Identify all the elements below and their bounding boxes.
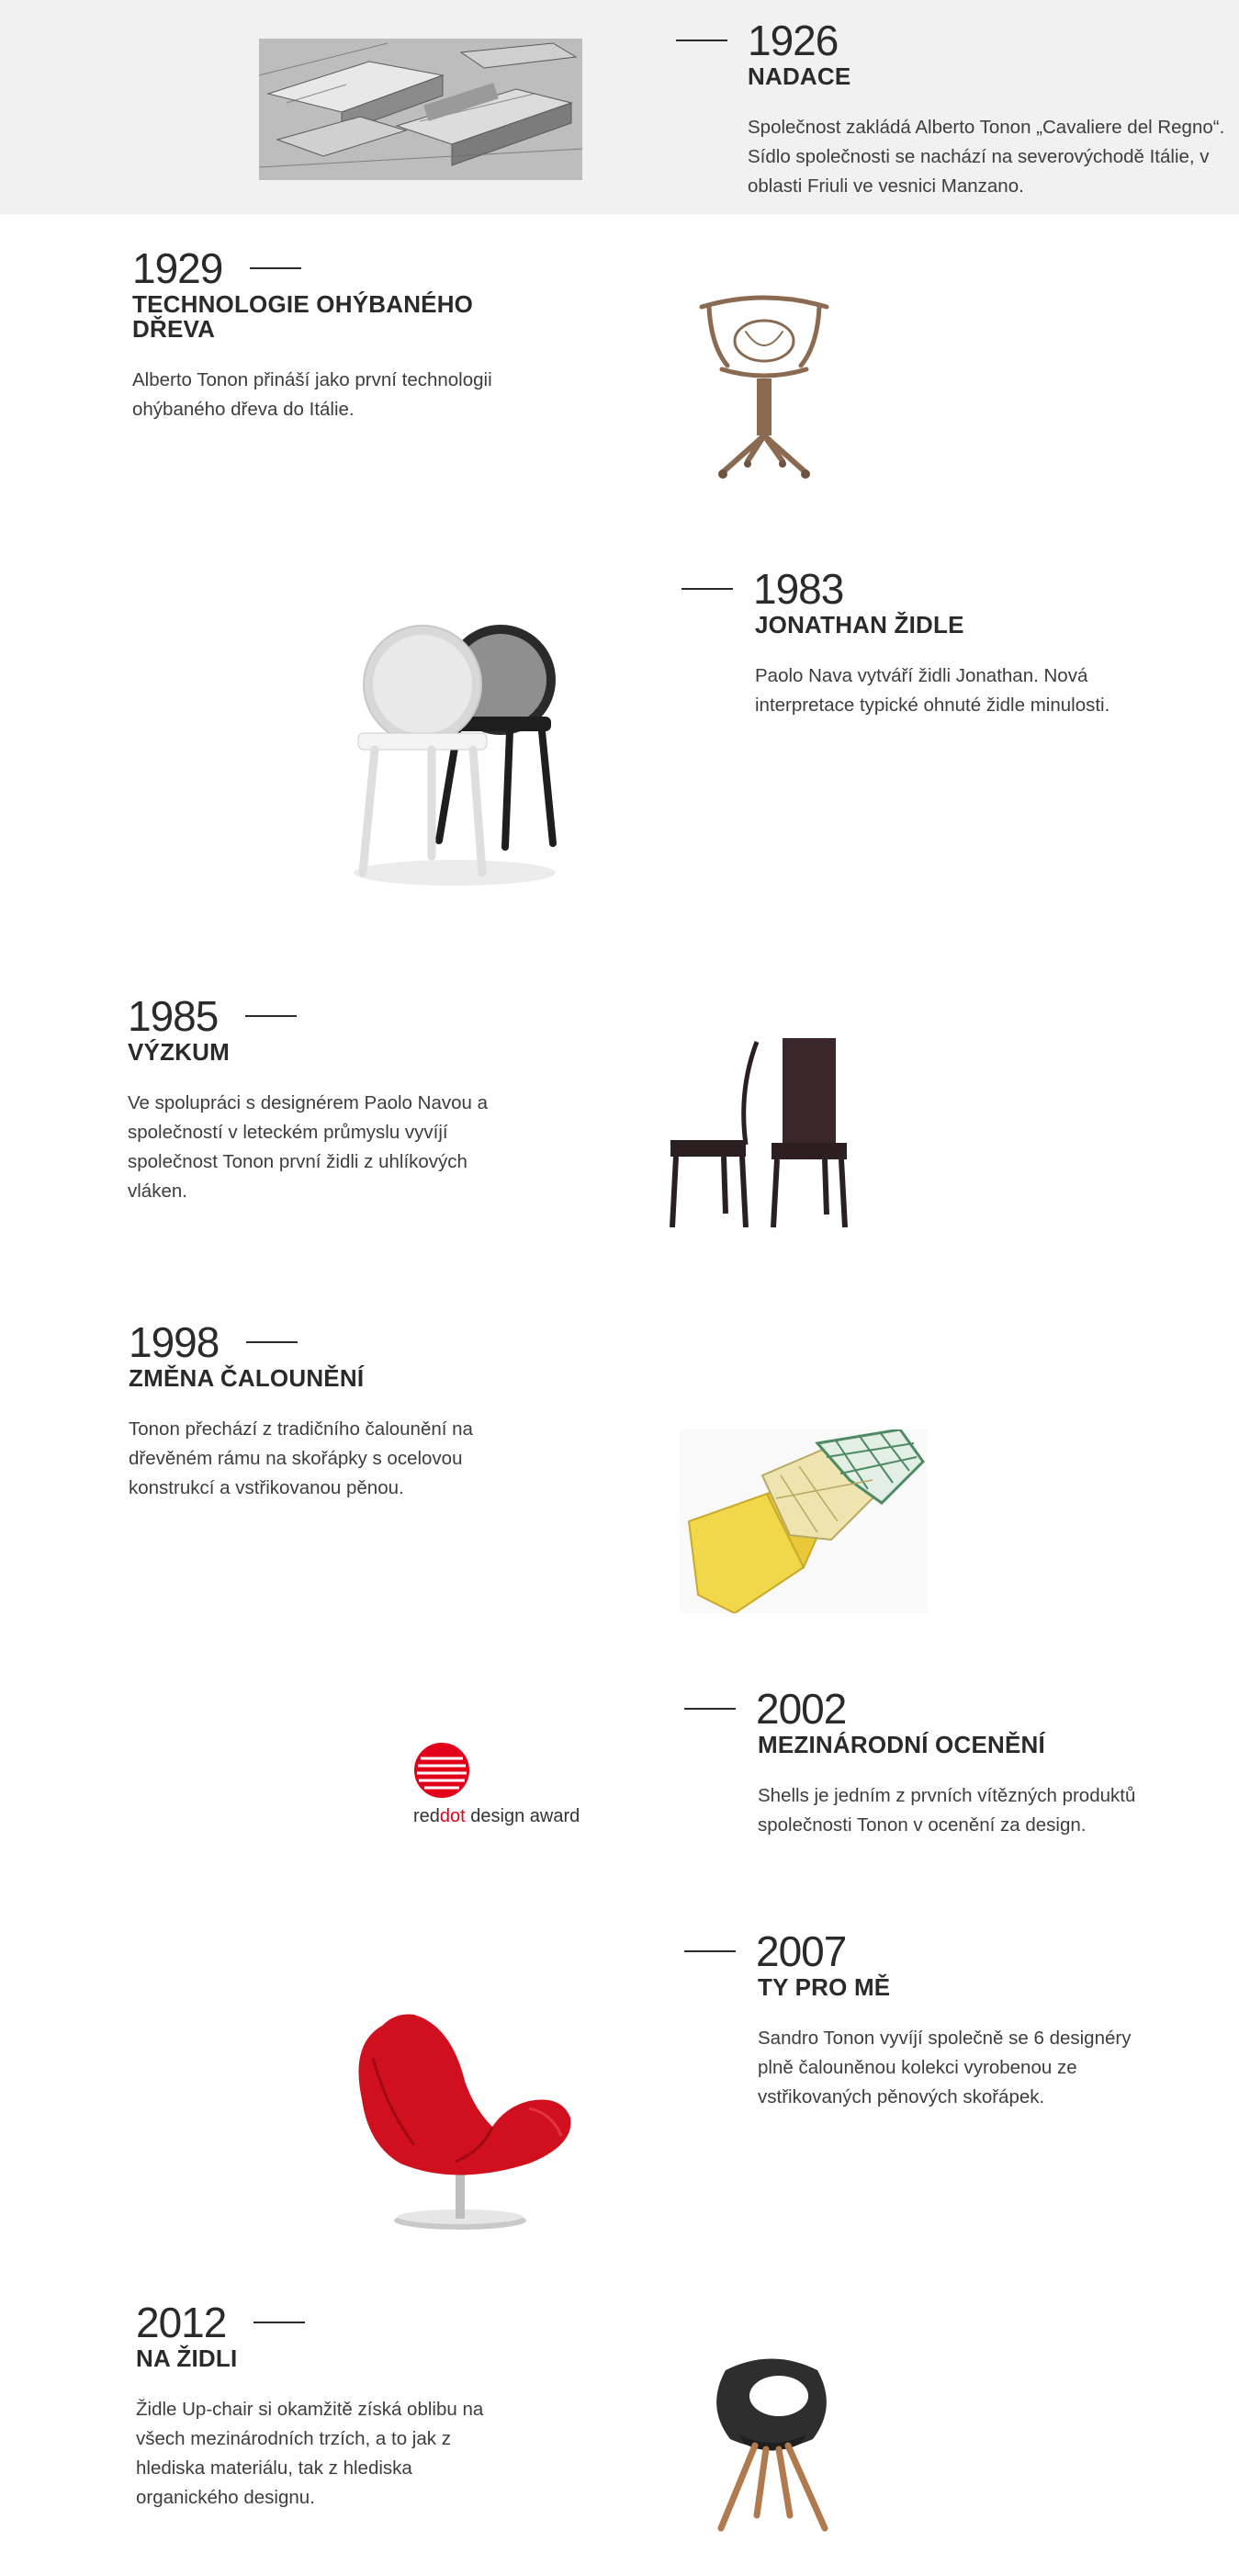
entry-title: NADACE (748, 62, 851, 90)
timeline-connector (253, 2322, 305, 2323)
entry-title: TECHNOLOGIE OHÝBANÉHO DŘEVA (132, 290, 474, 343)
factory-photo (259, 39, 582, 180)
carbon-fiber-chairs-image (663, 1034, 856, 1232)
reddot-dot-text: dot (439, 1806, 466, 1826)
timeline-entry-1985 (128, 994, 504, 1206)
entry-text: Sandro Tonon vyvíjí společně se 6 designéry plně čalouněnou kolekci vyrobenou ze vstřikovaných pěnových skořápek. (758, 2028, 1132, 2107)
entry-title: NA ŽIDLI (136, 2344, 238, 2372)
timeline-connector (681, 588, 733, 590)
entry-year: 1926 (748, 17, 839, 64)
reddot-emblem-icon (413, 1742, 470, 1799)
timeline-connector (245, 1015, 297, 1017)
jonathan-chairs-image (340, 606, 569, 891)
timeline-connector (676, 40, 727, 41)
entry-year: 2012 (136, 2299, 227, 2346)
entry-year: 1929 (132, 244, 223, 292)
timeline-entry-2007 (684, 1929, 1143, 2112)
timeline-entry-1998 (129, 1320, 505, 1503)
entry-text: Alberto Tonon přináší jako první technologii ohýbaného dřeva do Itálie. (132, 369, 492, 420)
timeline-entry-2002 (684, 1687, 1162, 1840)
timeline-entry-1983 (681, 567, 1150, 720)
entry-year: 1998 (129, 1318, 220, 1366)
entry-year: 1985 (128, 992, 219, 1040)
entry-year: 1983 (753, 565, 844, 613)
entry-text: Ve spolupráci s designérem Paolo Navou a společností v leteckém průmyslu vyvíjí společnost Tonon první židli z uhlíkových vláken. (128, 1092, 489, 1202)
entry-text: Tonon přechází z tradičního čalounění na dřevěném rámu na skořápky s ocelovou konstrukcí a vstřikovanou pěnou. (129, 1418, 473, 1498)
entry-title: VÝZKUM (128, 1038, 230, 1066)
timeline-connector (684, 1708, 736, 1710)
timeline-entry-2012 (136, 2300, 512, 2513)
entry-title: ZMĚNA ČALOUNĚNÍ (129, 1364, 365, 1392)
bentwood-chair-image (691, 290, 838, 483)
reddot-rest-text: design award (465, 1806, 580, 1826)
timeline-entry-1929 (132, 246, 509, 424)
entry-title: JONATHAN ŽIDLE (755, 611, 964, 638)
reddot-award-logo (413, 1742, 615, 1834)
entry-title: TY PRO MĚ (758, 1973, 891, 2001)
entry-text: Židle Up-chair si okamžitě získá oblibu na všech mezinárodních trzích, a to jak z hlediska materiálu, tak z hlediska organického designu. (136, 2399, 484, 2508)
timeline-connector (684, 1950, 736, 1952)
reddot-red-text: red (413, 1806, 440, 1826)
timeline-connector (250, 267, 301, 269)
timeline-connector (246, 1341, 298, 1343)
entry-year: 2007 (756, 1927, 847, 1975)
entry-text: Společnost zakládá Alberto Tonon „Cavaliere del Regno“. Sídlo společnosti se nachází na severovýchodě Itálie, v oblasti Friuli ve vesnici Manzano. (748, 117, 1225, 197)
entry-text: Shells je jedním z prvních vítězných produktů společnosti Tonon v ocenění za design. (758, 1785, 1136, 1836)
red-armchair-image (345, 2007, 584, 2232)
up-chair-image (698, 2352, 845, 2536)
entry-year: 2002 (756, 1685, 847, 1733)
upholstery-shells-image (680, 1429, 928, 1613)
timeline-entry-1926 (676, 18, 1236, 201)
entry-title: MEZINÁRODNÍ OCENĚNÍ (758, 1731, 1045, 1758)
entry-text: Paolo Nava vytváří židli Jonathan. Nová interpretace typické ohnuté židle minulosti. (755, 665, 1110, 716)
